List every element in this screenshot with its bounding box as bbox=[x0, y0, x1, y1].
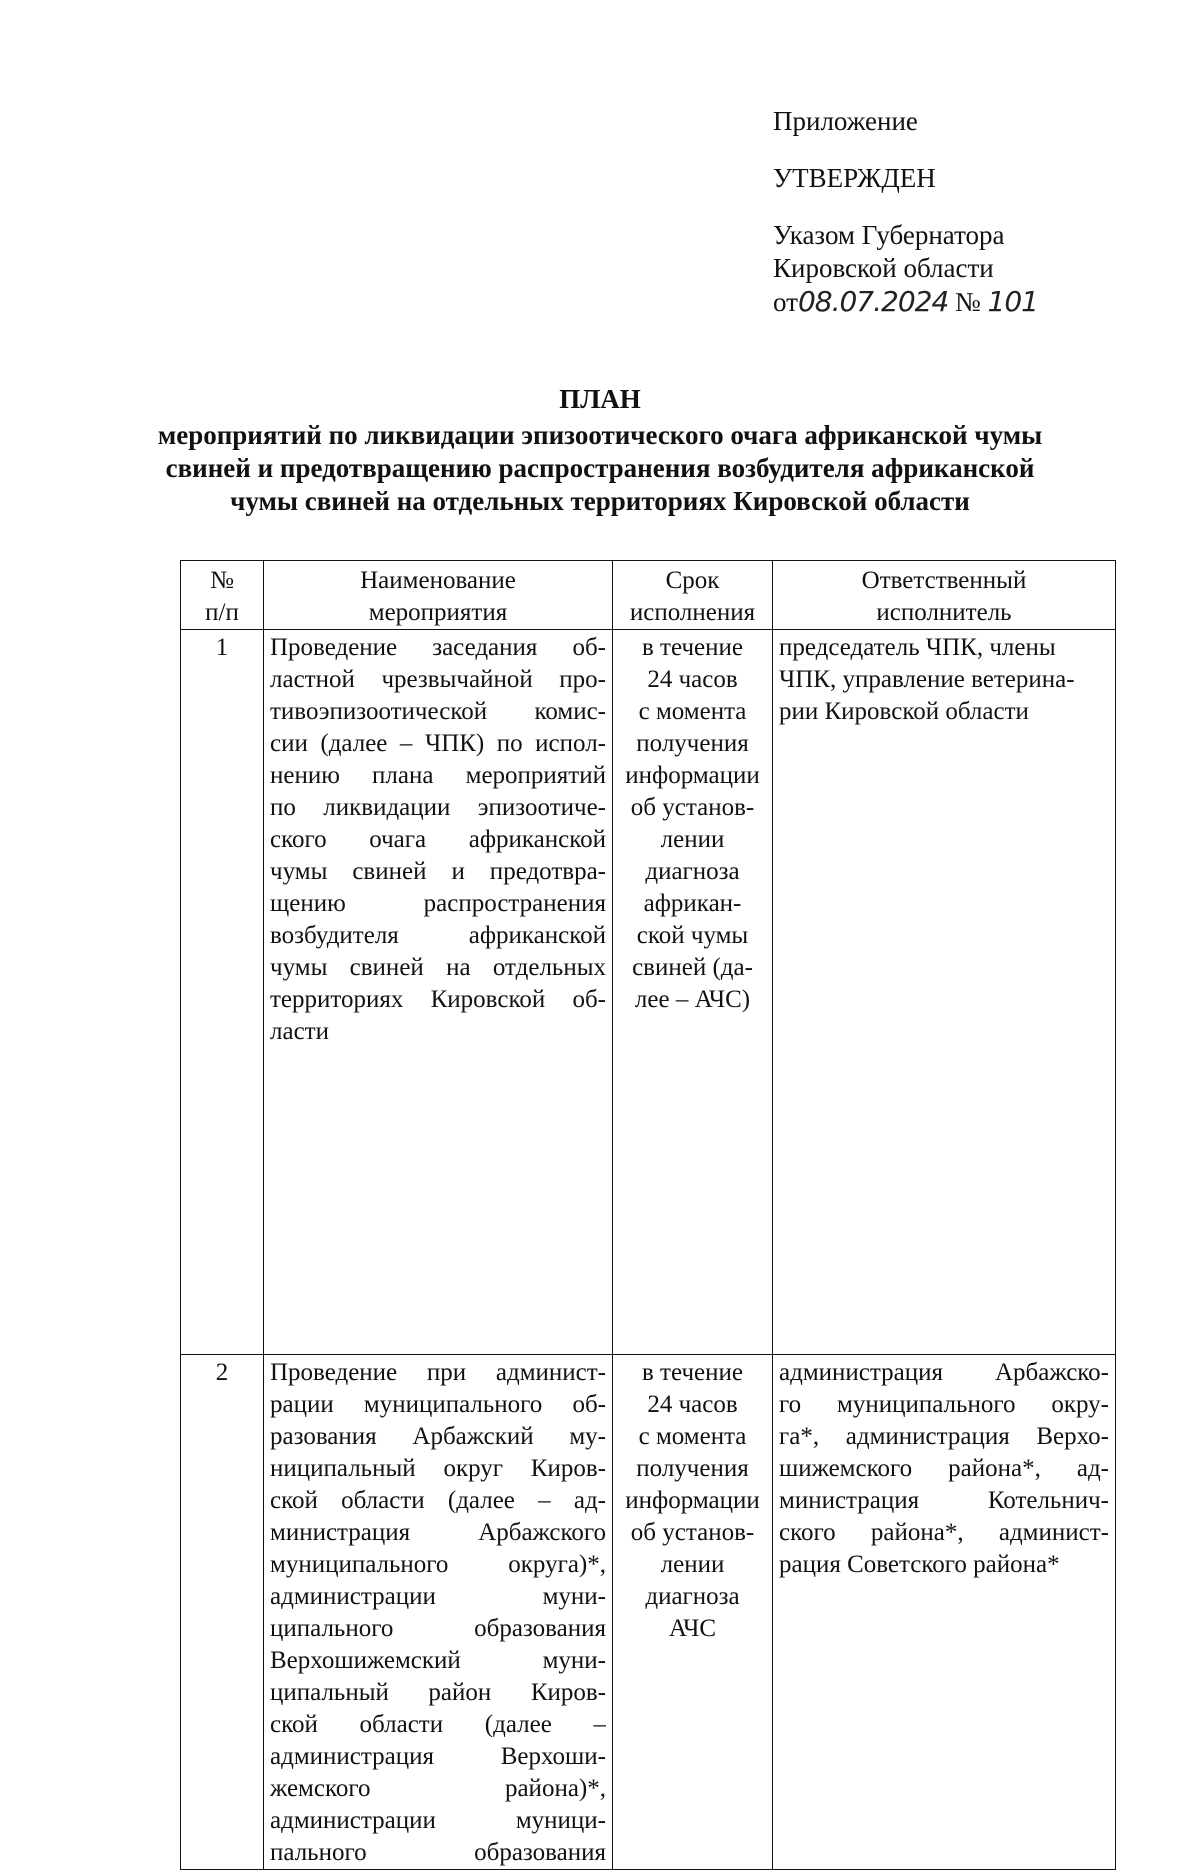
row-responsible-cell: администрация Арбажско- го муниципального окру- га*, администрация Верхо- шижемского района*, ад- министрация Котельнич- ского района*, админист- рация Советского района* bbox=[773, 1355, 1116, 1870]
plan-table bbox=[180, 560, 1116, 1870]
table-row bbox=[181, 630, 1116, 1355]
header-responsible: Ответственный исполнитель bbox=[773, 561, 1116, 630]
decree-line-1: Указом Губернатора bbox=[773, 220, 1005, 250]
title-line-2: свиней и предотвращению распространения возбудителя африканской bbox=[165, 453, 1035, 483]
header-num: № п/п bbox=[181, 561, 264, 630]
decree-date-line bbox=[773, 285, 1038, 319]
table-row bbox=[181, 1355, 1116, 1870]
title-line-3: чумы свиней на отдельных территориях Кировской области bbox=[230, 486, 970, 516]
document-title bbox=[100, 383, 1100, 518]
header-term: Срок исполнения bbox=[613, 561, 773, 630]
decree-line-2: Кировской области bbox=[773, 253, 994, 283]
title-line-1: мероприятий по ликвидации эпизоотического очага африканской чумы bbox=[157, 420, 1043, 450]
number-prefix: № bbox=[955, 287, 981, 317]
title-main: ПЛАН bbox=[559, 384, 641, 414]
row-number: 1 bbox=[181, 630, 264, 1355]
approved-label: УТВЕРЖДЕН bbox=[773, 163, 936, 193]
row-number: 2 bbox=[181, 1355, 264, 1870]
handwritten-number: 101 bbox=[987, 285, 1038, 318]
appendix-label: Приложение bbox=[773, 106, 918, 136]
row-responsible-cell: председатель ЧПК, члены ЧПК, управление ветерина- рии Кировской области bbox=[773, 630, 1116, 1355]
header-name: Наименование мероприятия bbox=[264, 561, 613, 630]
table-header-row bbox=[181, 561, 1116, 630]
approval-stamp-block bbox=[773, 105, 1038, 319]
row-term-cell: в течение 24 часов с момента получения информации об установ- лении диагноза африкан- ской чумы свиней (да- лее – АЧС) bbox=[613, 630, 773, 1355]
row-name-cell: Проведение при админист- рации муниципального об- разования Арбажский му- ниципальный округ Киров- ской области (далее – ад- министрация Арбажского муниципального округа)*, администрации муни- ципального образования Верхошижемский муни- ципальный район Киров- ской области (далее – администрация Верхоши- жемского района)*, администрации муници- пального образования bbox=[264, 1355, 613, 1870]
date-prefix: от bbox=[773, 287, 798, 317]
row-name-cell: Проведение заседания об- ластной чрезвычайной про- тивоэпизоотической комис- сии (далее – ЧПК) по испол- нению плана мероприятий по ликвидации эпизоотиче- ского очага африканской чумы свиней и предотвра- щению распространения возбудителя африканской чумы свиней на отдельных территориях Кировской об- ласти bbox=[264, 630, 613, 1355]
row-term-cell: в течение 24 часов с момента получения информации об установ- лении диагноза АЧС bbox=[613, 1355, 773, 1870]
handwritten-date: 08.07.2024 bbox=[797, 285, 949, 318]
